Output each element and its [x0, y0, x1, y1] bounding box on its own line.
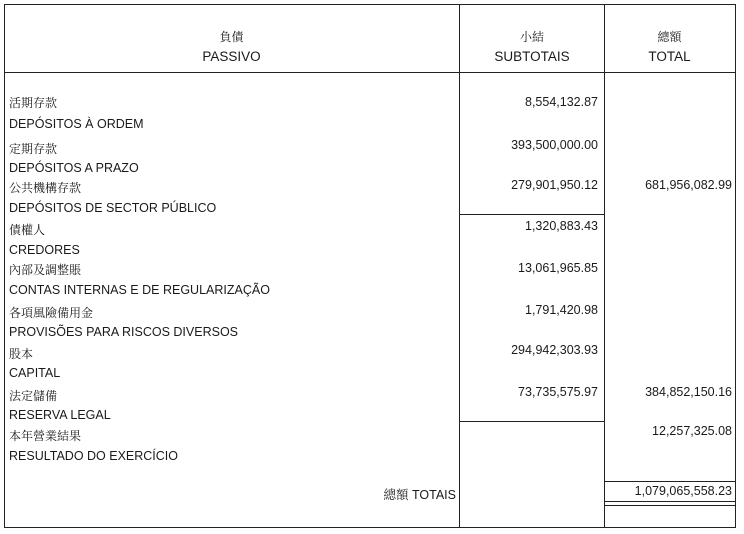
row-label-zh: 公共機構存款	[9, 181, 82, 195]
header-bottom-border	[4, 72, 736, 73]
row-total: 681,956,082.99	[645, 178, 732, 192]
grand-total-value: 1,079,065,558.23	[634, 484, 732, 498]
subtotal-column-right-border	[604, 4, 605, 528]
row-subtotal: 13,061,965.85	[518, 261, 598, 275]
row-subtotal: 8,554,132.87	[525, 95, 598, 109]
row-label-pt: DEPÓSITOS DE SECTOR PÚBLICO	[9, 201, 217, 215]
table-bottom-border	[4, 527, 736, 528]
row-subtotal: 279,901,950.12	[511, 178, 598, 192]
row-total: 384,852,150.16	[645, 385, 732, 399]
subtotal-group-separator-2	[459, 421, 605, 422]
row-subtotal: 1,320,883.43	[525, 219, 598, 233]
row-label-zh: 法定儲備	[9, 389, 58, 403]
header-passivo-pt: PASSIVO	[202, 49, 261, 64]
table-right-border	[735, 4, 736, 528]
header-passivo-zh: 負債	[219, 30, 244, 44]
row-label-zh: 股本	[9, 347, 34, 361]
row-label-pt: CONTAS INTERNAS E DE REGULARIZAÇÃO	[9, 283, 270, 297]
header-passivo	[4, 27, 459, 67]
row-subtotal: 393,500,000.00	[511, 138, 598, 152]
row-label-zh: 債權人	[9, 223, 46, 237]
row-label-zh: 定期存款	[9, 142, 58, 156]
grand-total-top-rule	[604, 481, 736, 482]
header-total	[604, 27, 735, 67]
row-subtotal: 73,735,575.97	[518, 385, 598, 399]
header-subtotais	[459, 27, 605, 67]
row-label-zh: 活期存款	[9, 96, 58, 110]
row-label-pt: PROVISÕES PARA RISCOS DIVERSOS	[9, 325, 238, 339]
row-label-pt: DEPÓSITOS A PRAZO	[9, 161, 139, 175]
grand-total-double-rule-2	[604, 505, 736, 506]
row-label-zh: 本年營業結果	[9, 429, 82, 443]
table-left-border	[4, 4, 5, 528]
row-subtotal: 1,791,420.98	[525, 303, 598, 317]
row-label-pt: RESULTADO DO EXERCÍCIO	[9, 449, 179, 463]
table-top-border	[4, 4, 736, 5]
header-total-pt: TOTAL	[648, 49, 691, 64]
row-total: 12,257,325.08	[652, 424, 732, 438]
totais-label: 總額 TOTAIS	[383, 488, 456, 502]
header-subtotais-pt: SUBTOTAIS	[494, 49, 570, 64]
subtotal-group-separator-1	[459, 214, 605, 215]
row-label-pt: CREDORES	[9, 243, 80, 257]
row-label-zh: 各項風險備用金	[9, 306, 94, 320]
row-subtotal: 294,942,303.93	[511, 343, 598, 357]
row-label-pt: DEPÓSITOS À ORDEM	[9, 117, 144, 131]
row-label-zh: 內部及調整賬	[9, 263, 82, 277]
row-label-pt: CAPITAL	[9, 366, 61, 380]
row-label-pt: RESERVA LEGAL	[9, 408, 111, 422]
header-subtotais-zh: 小結	[519, 30, 544, 44]
header-total-zh: 總額	[657, 30, 682, 44]
grand-total-double-rule-1	[604, 501, 736, 502]
subtotal-column-left-border	[459, 4, 460, 528]
